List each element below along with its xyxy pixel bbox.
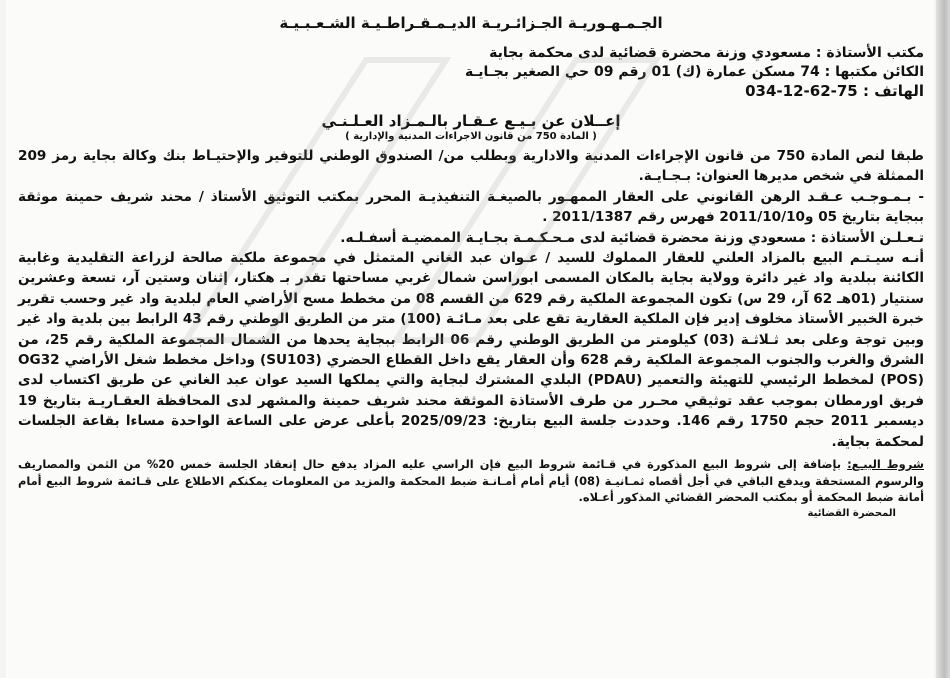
republic-header: الجـمـهـوريـة الجـزائـريـة الديـمـقـراطـيـة الشـعـبـيـة	[279, 14, 663, 32]
body-paragraph-property: أنـه سيـتـم البيع بالمزاد العلني للعقار المملوك للسيد / عـوان عبد الغاني المتمثل في مجموعة ملكية صالحة لزراعة التقليدية وغابية الكائنة ببلدية واد غير دائرة وولاية بجاية بالمكان المسمى ابوراسن شمال غربي مساحتها تقدر بـ هكتار، إثنان وستين آر، تسعة وعشرين سنتيار (01هـ 62 آر، 29 س) تكون المجموعة الملكية رقم 629 من القسم 08 من مخطط مسح الأراضي العام لبلدية واد غير وحسب تقرير خبرة الخبير الأستاذ مخلوف إدير فإن الملكية العقارية تقع على بعد مـائـة (100) متر من الطريق الوطني رقم 43 الرابط بين بلدية واد غير وبين توجة وعلى بعد ثـلاثـة (03) كيلومتر من الطريق الوطني رقم 06 الرابط ببجاية يحدها من الشمال المجموعة الملكية رقم 25، من الشرق والغرب والجنوب المجموعة الملكية رقم 628 وأن العقار يقع داخل القطاع الحضري (SU103) وداخل مخطط شغل الأراضي OG32 (POS) لمخطط الرئيسي للتهيئة والتعمير (PDAU) البلدي المشترك لبجاية والتي يملكها السيد عوان عبد الغاني عن طريق اكتساب لدى فريق اورمطان بموجب عقد توثيقي محـرر من طرف الأستاذة الموثقة محند شريف حمينة والمشهر لدى المحافظة العقـاريـة بتاريخ 19 ديسمبر 2011 حجم 1750 رقم 146. وحددت جلسة البيع بتاريخ: 2025/09/23 بأعلى عرض على الساعة الواحدة مساءا بقاعة الجلسات لمحكمة بجاية.	[18, 250, 925, 450]
conditions-label: شروط البيـع:	[847, 457, 925, 472]
scan-edge	[936, 0, 950, 678]
office-name: مكتب الأستاذة : مسعودي وزنة محضرة قضائية لدى محكمة بجاية	[489, 45, 924, 61]
body-paragraph-request: طبقا لنص المادة 750 من قانون الإجراءات المدنية والادارية وبطلب من/ الصندوق الوطني للتوفير والإحتيـاط بنك وكالة بجاية رمز 209 الممثلة في شخص مديرها العنوان: بـجـايـة.	[18, 148, 924, 185]
signature-line: المحضرة القضائية	[807, 507, 896, 519]
body-paragraph-mortgage: - بـمـوجـب عـقـد الرهن القانوني على العقار الممهـور بالصيغـة التنفيذيـة المحرر بمكتب التوثيق الأستاذ / محند شريف حمينة موثقة ببجاية بتاريخ 05 و2011/10/10 فهرس رقم 2011/1387 .	[18, 188, 924, 226]
body-paragraph-announcer: تـعـلـن الأستاذة : مسعودي وزنة محضرة قضائية لدى مـحـكـمـة بجـايـة الممضيـة أسفـلـه.	[340, 229, 924, 246]
office-phone: الهاتف : 75-62-12-034	[745, 82, 924, 100]
document-sheet	[6, 0, 934, 678]
notice-subtitle: ( المادة 750 من قانون الاجراءات المدنية والإدارية )	[345, 131, 597, 142]
office-address: الكائن مكتبها : 74 مسكن عمارة (ك) 01 رقم 09 حي الصغير بجـايـة	[465, 64, 924, 80]
notice-body	[18, 146, 924, 452]
sale-conditions	[18, 456, 924, 506]
conditions-text: بإضافة إلى شروط البيع المذكورة في قـائمة شروط البيع فإن الراسي عليه المزاد يدفع حال إنعقاد الجلسة خمس 20% من الثمن والمصاريف والرسوم المستحقة ويدفع الباقي في أجل أقصاه ثمـانيـة (08) أيام أمام أمـانـة ضبط المحكمة والمزيد من المعلومات يمكنكم الاطلاع على قـائمة شروط البيع أمام أمانة ضبط المحكمة أو بمكتب المحضر القضائي المذكور أعـلاه.	[18, 457, 924, 505]
notice-title: إعــلان عن بـيـع عـقـار بالـمـزاد العـلـنـي	[321, 112, 621, 130]
